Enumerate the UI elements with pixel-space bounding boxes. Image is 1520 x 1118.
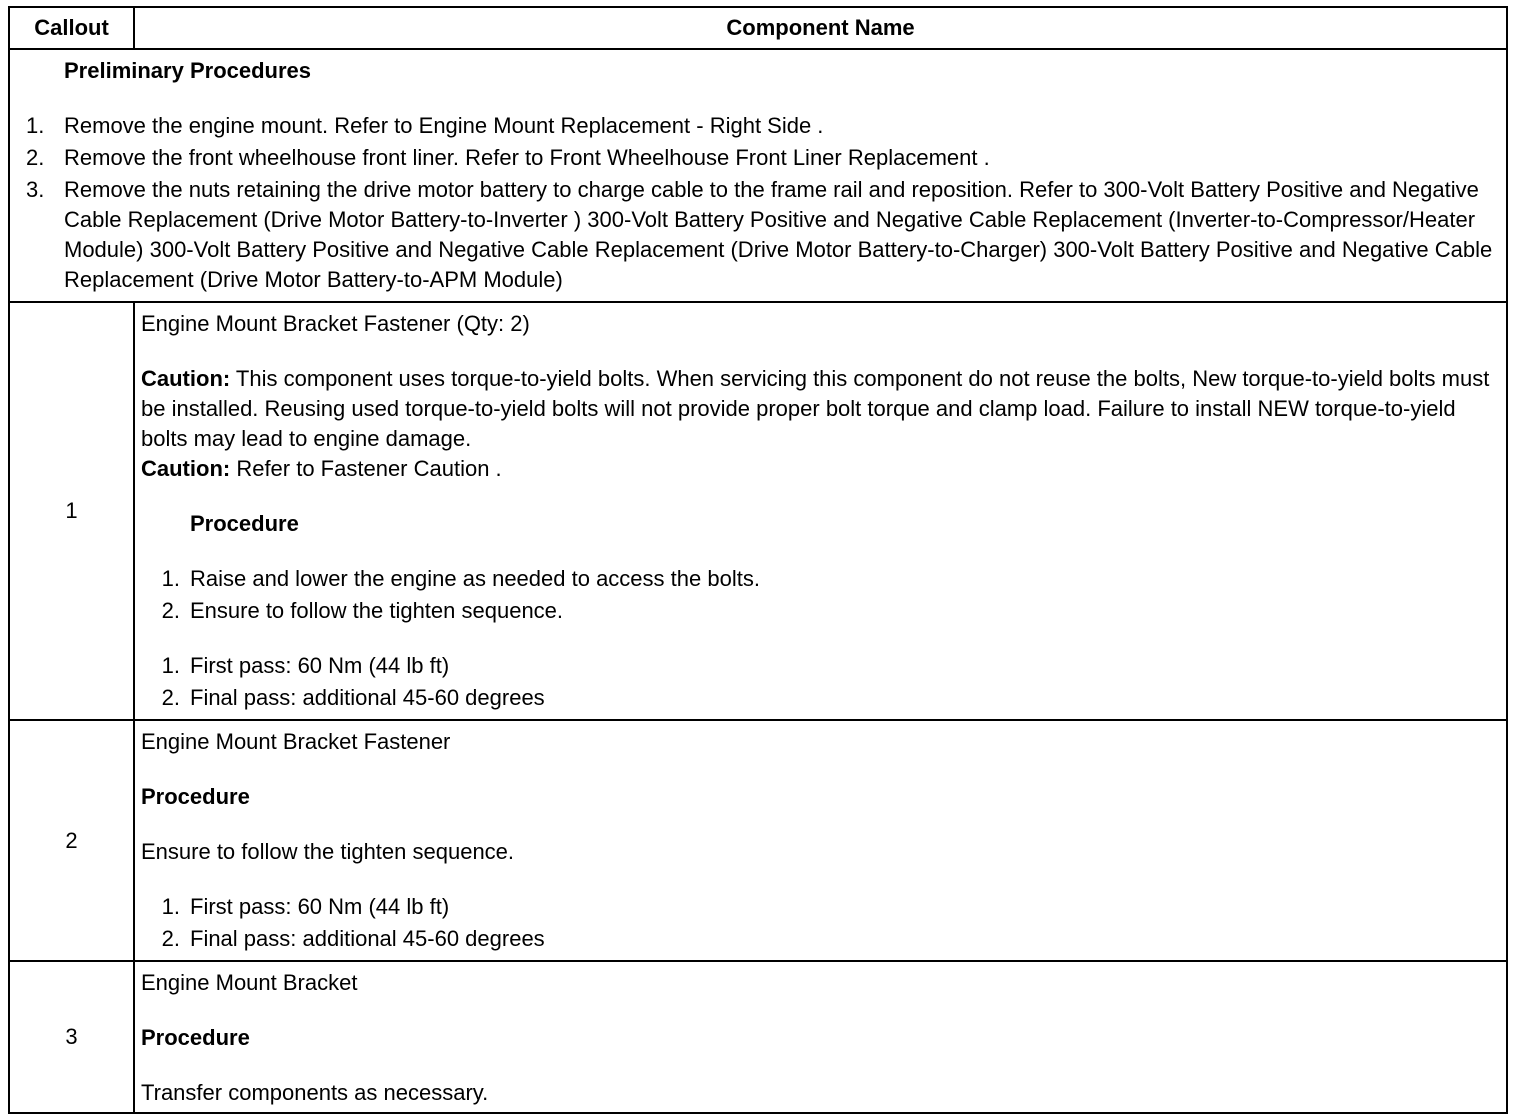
step-number: 1. (161, 653, 180, 678)
callout-cell: 3 (9, 961, 134, 1113)
step-text: Raise and lower the engine as needed to access the bolts. (190, 566, 760, 591)
table-row (9, 302, 1507, 720)
procedure-heading: Procedure (141, 1025, 250, 1050)
list-item (141, 683, 1500, 713)
step-number: 3. (26, 177, 45, 202)
caution-label: Caution: (141, 366, 231, 391)
callout-header: Callout (9, 7, 134, 49)
component-cell (134, 961, 1507, 1113)
component-cell (134, 720, 1507, 961)
callout-cell: 2 (9, 720, 134, 961)
step-number: 2. (161, 926, 180, 951)
callout-cell: 1 (9, 302, 134, 720)
step-number: 2. (26, 145, 45, 170)
list-item (20, 111, 1496, 141)
component-name-header: Component Name (134, 7, 1507, 49)
caution-text: Refer to Fastener Caution . (230, 456, 502, 481)
component-name: Engine Mount Bracket Fastener (141, 729, 451, 754)
step-text: Remove the nuts retaining the drive motor battery to charge cable to the frame rail and reposition. Refer to 300-Volt Battery Positive and Negative Cable Replacement (Drive Motor Battery-to-Inverter ) 300-Volt Battery Positive and Negative Cable Replacement (Inverter-to-Compressor/Heater Module) 300-Volt Battery Positive and Negative Cable Replacement (Drive Motor Battery-to-Charger) 300-Volt Battery Positive and Negative Cable Replacement (Drive Motor Battery-to-APM Module) (64, 177, 1493, 292)
list-item (20, 143, 1496, 173)
step-number: 2. (161, 685, 180, 710)
step-text: Final pass: additional 45-60 degrees (190, 926, 545, 951)
list-item (141, 651, 1500, 681)
list-item (141, 564, 1500, 594)
preliminary-cell (9, 49, 1507, 302)
torque-steps (141, 892, 1500, 954)
component-cell (134, 302, 1507, 720)
component-table (8, 6, 1508, 1114)
list-item (141, 924, 1500, 954)
preliminary-row (9, 49, 1507, 302)
component-name: Engine Mount Bracket (141, 970, 358, 995)
step-text: Final pass: additional 45-60 degrees (190, 685, 545, 710)
step-number: 1. (161, 566, 180, 591)
procedure-heading: Procedure (141, 784, 250, 809)
header-row (9, 7, 1507, 49)
step-text: Remove the front wheelhouse front liner. Refer to Front Wheelhouse Front Liner Replacement . (64, 145, 990, 170)
torque-steps (141, 651, 1500, 713)
step-text: Ensure to follow the tighten sequence. (190, 598, 564, 623)
list-item (20, 175, 1496, 295)
step-number: 1. (161, 894, 180, 919)
component-name: Engine Mount Bracket Fastener (Qty: 2) (141, 311, 530, 336)
caution-note (141, 364, 1500, 454)
list-item (141, 596, 1500, 626)
caution-note (141, 454, 1500, 484)
list-item (141, 892, 1500, 922)
procedure-heading: Procedure (190, 511, 299, 536)
step-number: 1. (26, 113, 45, 138)
table-row (9, 961, 1507, 1113)
caution-text: This component uses torque-to-yield bolts. When servicing this component do not reuse the bolts, New torque-to-yield bolts must be installed. Reusing used torque-to-yield bolts will not provide proper bolt torque and clamp load. Failure to install NEW torque-to-yield bolts may lead to engine damage. (141, 366, 1490, 451)
step-text: First pass: 60 Nm (44 lb ft) (190, 653, 450, 678)
step-text: Remove the engine mount. Refer to Engine Mount Replacement - Right Side . (64, 113, 824, 138)
caution-label: Caution: (141, 456, 231, 481)
spacer (141, 628, 1500, 651)
step-number: 2. (161, 598, 180, 623)
preliminary-steps (20, 111, 1496, 295)
procedure-steps (141, 564, 1500, 626)
procedure-instruction: Transfer components as necessary. (141, 1080, 489, 1105)
preliminary-heading: Preliminary Procedures (64, 58, 312, 83)
step-text: First pass: 60 Nm (44 lb ft) (190, 894, 450, 919)
table-row (9, 720, 1507, 961)
procedure-instruction: Ensure to follow the tighten sequence. (141, 839, 515, 864)
